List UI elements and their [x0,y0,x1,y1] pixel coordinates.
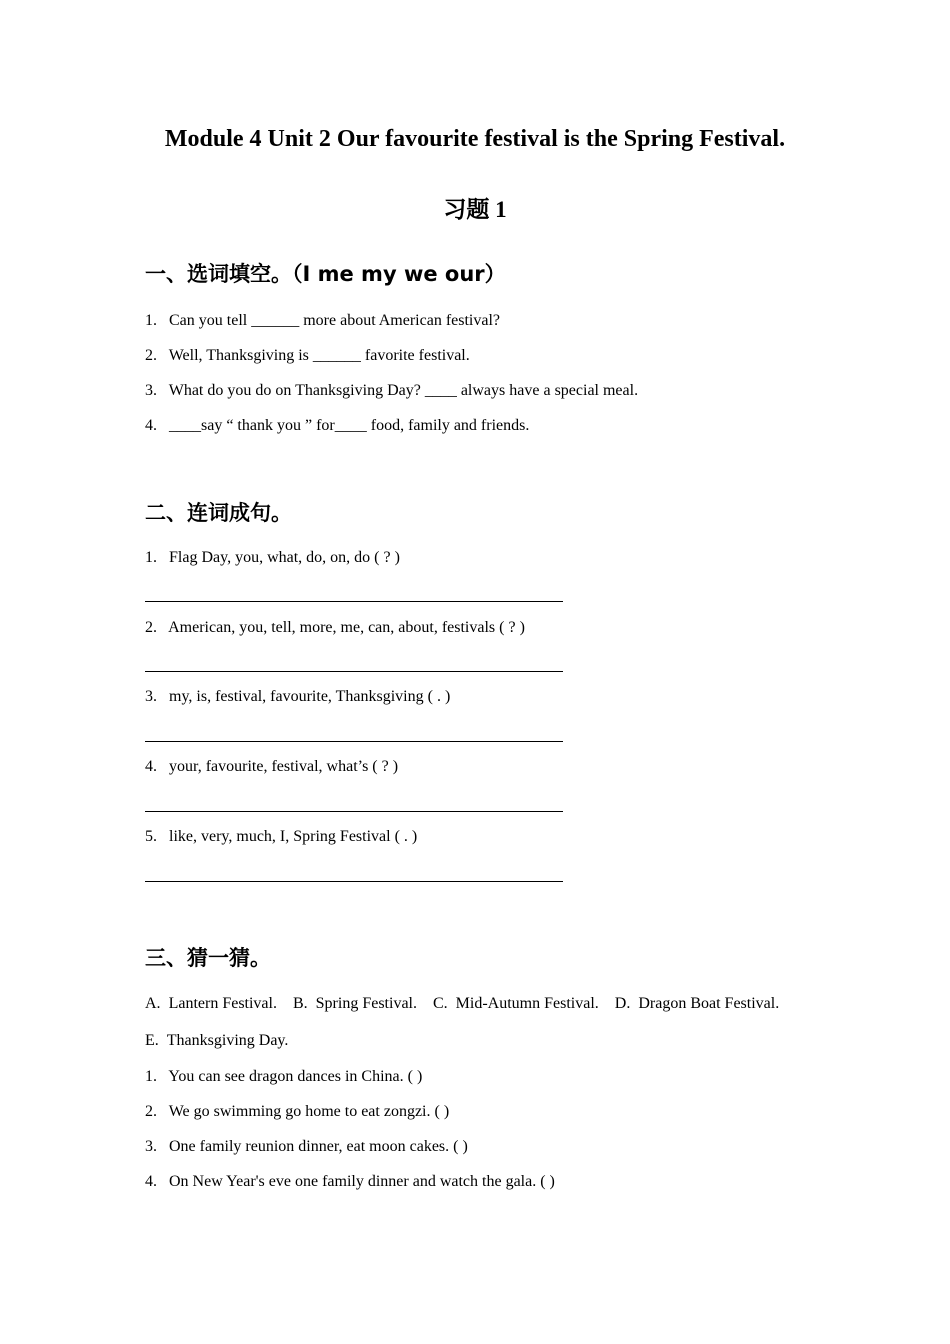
section3-item-3 [145,1138,468,1156]
option-letter: C. [433,995,448,1012]
item-number: 2. [145,347,157,364]
page-subtitle: 习题 1 [443,197,507,222]
item-text: Flag Day, you, what, do, on, do ( ? ) [169,549,400,566]
item-text: Can you tell ______ more about American festival? [169,312,501,329]
item-text: One family reunion dinner, eat moon cakes. ( ) [169,1138,468,1155]
item-number: 2. [145,619,157,636]
item-text: your, favourite, festival, what’s ( ? ) [169,758,399,775]
item-number: 2. [145,1103,157,1120]
option-text: Spring Festival. [315,995,417,1012]
item-text: You can see dragon dances in China. ( ) [168,1068,423,1085]
section1-item-4 [145,417,529,435]
section2-item-4 [145,758,398,776]
item-text: Well, Thanksgiving is ______ favorite festival. [168,347,470,364]
option-text: Thanksgiving Day. [166,1032,289,1049]
section1-heading: 一、选词填空。（I me my we our） [145,262,506,286]
item-number: 4. [145,758,157,775]
item-number: 3. [145,1138,157,1155]
option-letter: E. [145,1032,159,1049]
answer-line-5[interactable] [145,881,563,882]
option-c [433,995,599,1012]
item-number: 3. [145,688,157,705]
option-b [293,995,417,1012]
section3-heading: 三、猜一猜。 [145,946,271,970]
option-letter: D. [614,995,631,1012]
section3-options [145,995,779,1013]
item-number: 1. [145,1068,157,1085]
section2-item-3 [145,688,450,706]
option-e [145,1032,288,1049]
section1-item-3 [145,382,638,400]
answer-line-3[interactable] [145,741,563,742]
item-number: 4. [145,1173,157,1190]
section2-heading: 二、连词成句。 [145,501,292,525]
item-number: 1. [145,549,157,566]
page-title: Module 4 Unit 2 Our favourite festival is the Spring Festival. [164,126,786,152]
answer-line-4[interactable] [145,811,563,812]
option-a [145,995,277,1012]
item-number: 4. [145,417,157,434]
item-text: my, is, festival, favourite, Thanksgiving ( . ) [169,688,451,705]
item-text: like, very, much, I, Spring Festival ( . ) [169,828,418,845]
section1-item-1 [145,312,500,330]
section3-option-e-line [145,1032,288,1050]
section3-item-2 [145,1103,449,1121]
answer-line-1[interactable] [145,601,563,602]
section3-item-4 [145,1173,555,1191]
option-d [615,995,779,1012]
section3-item-1 [145,1068,422,1086]
option-text: Dragon Boat Festival. [638,995,780,1012]
item-text: On New Year's eve one family dinner and watch the gala. ( ) [169,1173,555,1190]
section1-item-2 [145,347,470,365]
item-text: We go swimming go home to eat zongzi. ( ) [168,1103,450,1120]
option-text: Mid-Autumn Festival. [455,995,599,1012]
item-number: 3. [145,382,157,399]
section2-item-1 [145,549,400,567]
item-text: American, you, tell, more, me, can, about, festivals ( ? ) [168,619,525,636]
item-text: ____say “ thank you ” for____ food, family and friends. [169,417,530,434]
option-letter: A. [145,995,161,1012]
option-text: Lantern Festival. [168,995,277,1012]
section2-item-5 [145,828,417,846]
section2-item-2 [145,619,525,637]
item-text: What do you do on Thanksgiving Day? ____ always have a special meal. [168,382,639,399]
option-letter: B. [292,995,308,1012]
answer-line-2[interactable] [145,671,563,672]
item-number: 1. [145,312,157,329]
item-number: 5. [145,828,157,845]
